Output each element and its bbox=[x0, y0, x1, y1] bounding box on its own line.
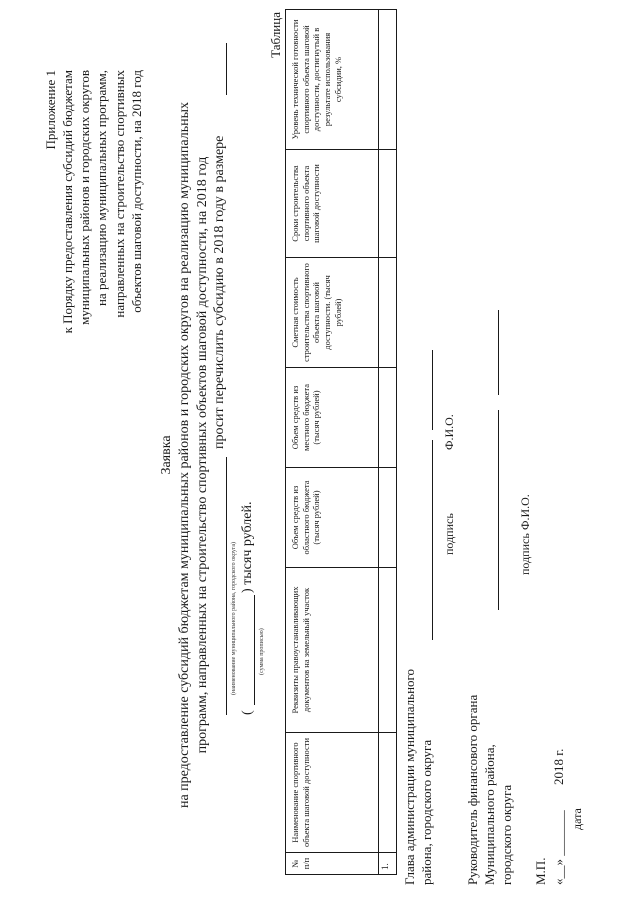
title-line-2: программ, направленных на строительство спортивных объектов шаговой доступности, на 2018 год bbox=[195, 156, 211, 754]
table-cell bbox=[379, 368, 397, 468]
table-cell bbox=[379, 568, 397, 733]
finance-title-line: Муниципального района, bbox=[481, 744, 497, 885]
table-cell: 1. bbox=[379, 853, 397, 875]
table-cell bbox=[379, 10, 397, 150]
finance-name-caption: Ф.И.О. bbox=[518, 494, 532, 530]
column-header: Объем средств из областного бюджета (тысяч рублей) bbox=[286, 468, 379, 568]
column-header: Реквизиты правоустанавливающих документов на земельный участок bbox=[286, 568, 379, 733]
title-line-1: на предоставление субсидий бюджетам муниципальных районов и городских округов на реализацию муниципальных bbox=[177, 101, 193, 809]
table-cell bbox=[379, 733, 397, 853]
appendix-header bbox=[42, 70, 145, 470]
currency-text: ) тысяч рублей. bbox=[240, 501, 255, 593]
municipality-caption: (наименование муниципального района, городского округа) bbox=[231, 541, 237, 695]
appendix-line: к Порядку предоставления субсидий бюджетам bbox=[60, 70, 76, 334]
column-header: Наименование спортивного объекта шаговой доступности bbox=[286, 733, 379, 853]
finance-title-line: городского округа bbox=[498, 784, 514, 885]
sum-fill-line bbox=[254, 595, 255, 705]
head-title-line: района, городского округа bbox=[418, 739, 434, 885]
finance-name-line bbox=[498, 310, 499, 395]
municipality-fill-line bbox=[226, 457, 227, 715]
stamp-label: М.П. bbox=[533, 857, 548, 885]
table-row bbox=[379, 10, 397, 875]
head-sign-line bbox=[432, 440, 433, 640]
appendix-line: направленных на строительство спортивных bbox=[111, 70, 127, 318]
column-header: Объем средств из местного бюджета (тысяч рублей) bbox=[286, 368, 379, 468]
date-prefix: «__» _______ bbox=[551, 810, 566, 885]
document-title bbox=[158, 55, 213, 855]
column-header: Сроки строительства спортивного объекта шаговой доступности bbox=[286, 150, 379, 258]
head-name-caption: Ф.И.О. bbox=[442, 414, 456, 450]
table-cell bbox=[379, 150, 397, 258]
table-label: Таблица bbox=[268, 12, 283, 58]
appendix-line: на реализацию муниципальных программ, bbox=[94, 70, 110, 307]
finance-sign-line bbox=[498, 410, 499, 610]
title-heading: Заявка bbox=[159, 435, 174, 475]
date-caption: дата bbox=[570, 808, 584, 830]
head-name-line bbox=[432, 350, 433, 430]
appendix-line: Приложение 1 bbox=[43, 70, 58, 150]
date-year: 2018 г. bbox=[551, 748, 566, 785]
column-header: Уровень технической готовности спортивного объекта шаговой доступности, достигнутый в результате использования субсидии, % bbox=[286, 10, 379, 150]
appendix-line: муниципальных районов и городских округов bbox=[77, 70, 93, 325]
finance-sign-caption: подпись bbox=[518, 533, 532, 575]
subsidy-table bbox=[285, 9, 397, 875]
head-title-line: Глава администрации муниципального bbox=[402, 668, 417, 885]
column-header: Сметная стоимость строительства спортивного объекта шаговой доступности. (тысяч рублей) bbox=[286, 258, 379, 368]
table-cell bbox=[379, 258, 397, 368]
request-text: просит перечислить субсидию в 2018 году в размере bbox=[212, 135, 227, 449]
finance-title-line: Руководитель финансового органа bbox=[465, 694, 480, 885]
sum-caption: (сумма прописью) bbox=[259, 628, 265, 675]
column-header: № п/п bbox=[286, 853, 379, 875]
finance-signature-title bbox=[465, 625, 516, 885]
head-sign-caption: подпись bbox=[442, 513, 456, 555]
table-cell bbox=[379, 468, 397, 568]
table-header-row bbox=[286, 10, 379, 875]
head-signature-title bbox=[402, 625, 436, 885]
request-block: (наименование муниципального района, городского округа) просит перечислить субсидию в 2018 году в размере ( (сумма прописью) ) тысяч рублей. bbox=[212, 45, 272, 865]
amount-fill-line bbox=[226, 43, 227, 95]
appendix-line: объектов шаговой доступности, на 2018 год bbox=[128, 70, 144, 313]
